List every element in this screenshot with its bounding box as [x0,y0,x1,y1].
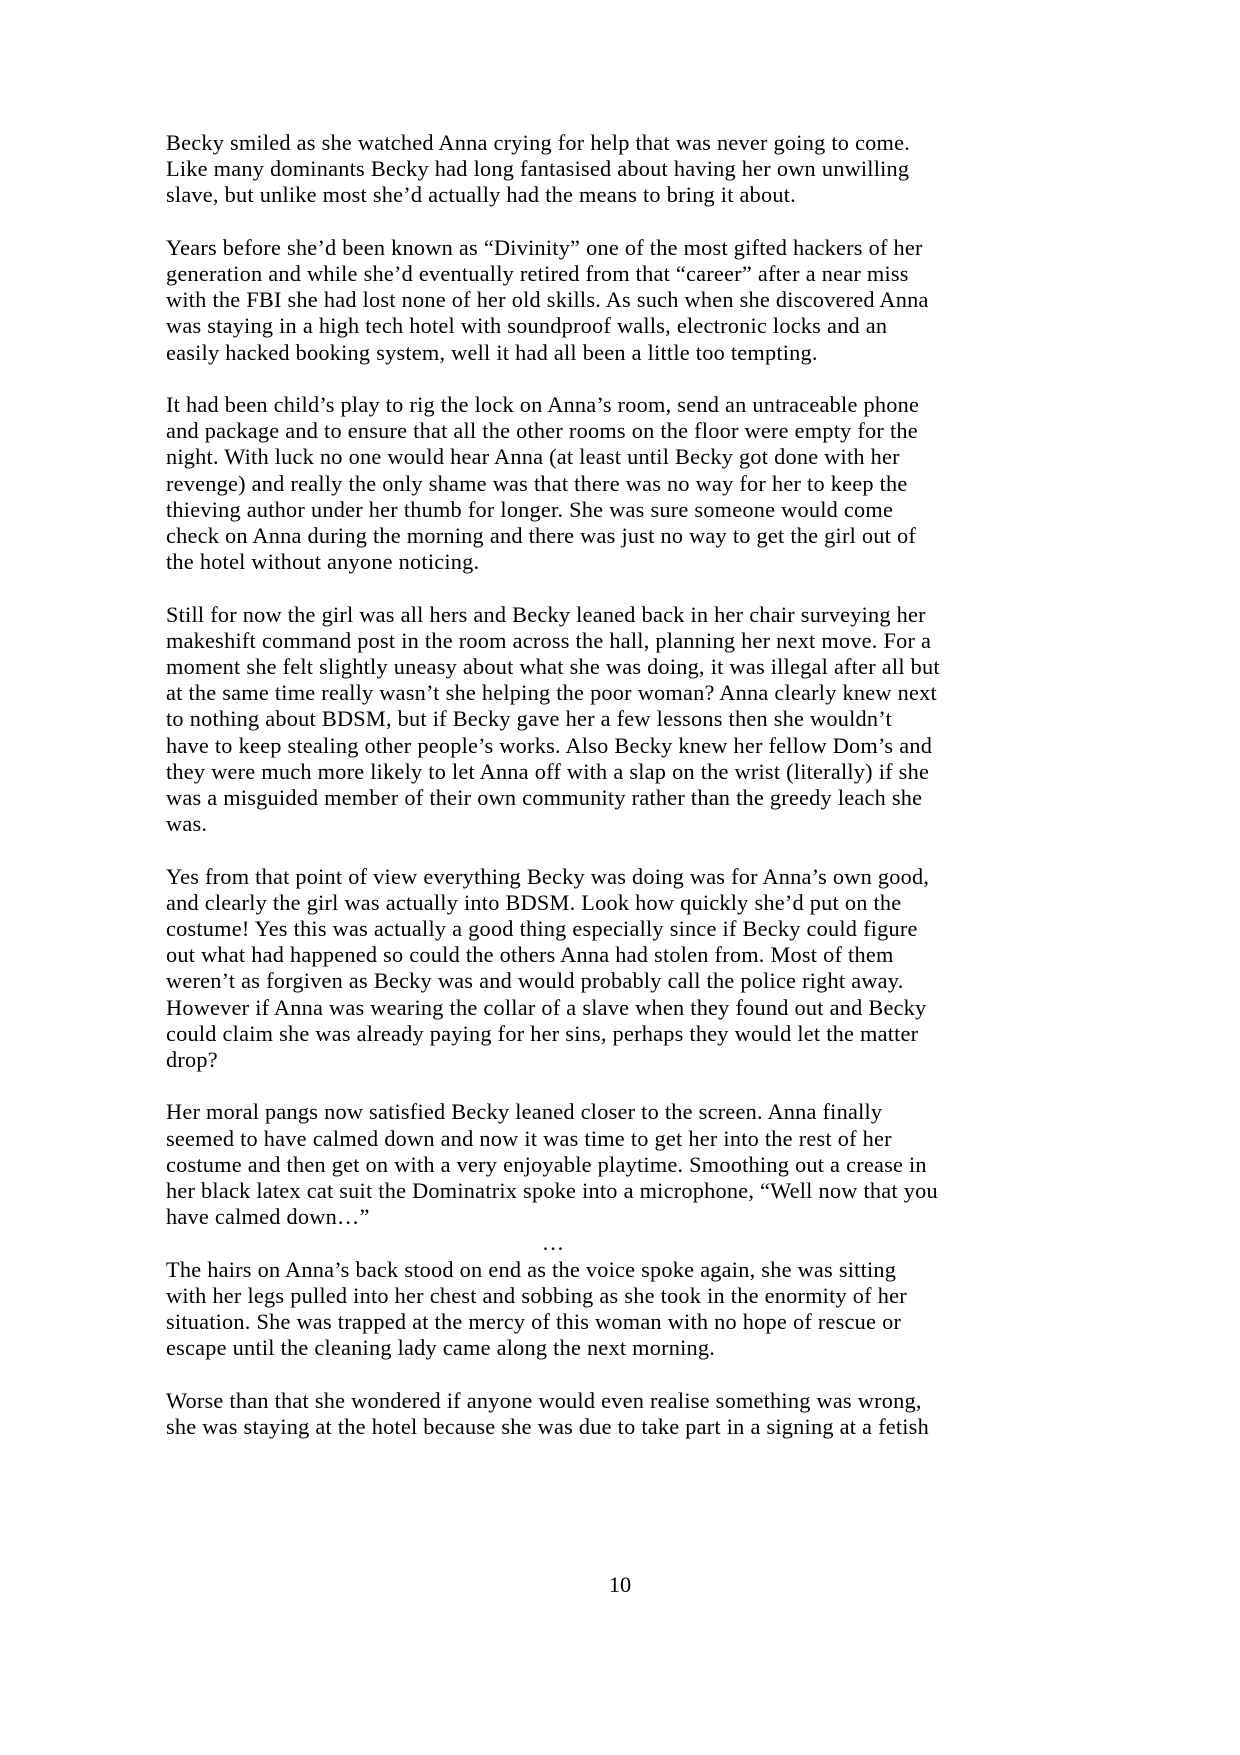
paragraph-6: Her moral pangs now satisfied Becky leaned closer to the screen. Anna finally seemed to have calmed down and now it was time to get her into the rest of her costume and then get on with a very enjoyable playtime. Smoothing out a crease in her black latex cat suit the Dominatrix spoke into a microphone, “Well now that you have calmed down…” [166,1099,938,1230]
paragraph-8: Worse than that she wondered if anyone would even realise something was wrong, she was staying at the hotel because she was due to take part in a signing at a fetish [166,1387,929,1439]
paragraph-3: It had been child’s play to rig the lock on Anna’s room, send an untraceable phone and package and to ensure that all the other rooms on the floor were empty for the night. With luck no one would hear Anna (at least until Becky got done with her revenge) and really the only shame was that there was no way for her to keep the thieving author under her thumb for longer. She was sure someone would come check on Anna during the morning and there was just no way to get the girl out of the hotel without anyone noticing. [166,392,920,575]
paragraph-4: Still for now the girl was all hers and Becky leaned back in her chair surveying her makeshift command post in the room across the hall, planning her next move. For a moment she felt slightly uneasy about what she was doing, it was illegal after all but at the same time really wasn’t she helping the poor woman? Anna clearly knew next to nothing about BDSM, but if Becky gave her a few lessons then she wouldn’t have to keep stealing other people’s works. Also Becky knew her fellow Dom’s and they were much more likely to let Anna off with a slap on the wrist (literally) if she was a misguided member of their own community rather than the greedy leach she was. [166,601,940,837]
paragraph-1: Becky smiled as she watched Anna crying for help that was never going to come. Like many dominants Becky had long fantasised about having her own unwilling slave, but unlike most she’d actually had the means to bring it about. [166,130,911,208]
paragraph-5: Yes from that point of view everything Becky was doing was for Anna’s own good, and clearly the girl was actually into BDSM. Look how quickly she’d put on the costume! Yes this was actually a good thing especially since if Becky could figure out what had happened so could the others Anna had stolen from. Most of them weren’t as forgiven as Becky was and would probably call the police right away. However if Anna was wearing the collar of a slave when they found out and Becky could claim she was already paying for her sins, perhaps they would let the matter drop? [166,863,930,1073]
scene-break-ellipsis: … [541,1230,565,1256]
page-number: 10 [608,1572,632,1597]
paragraph-2: Years before she’d been known as “Divinity” one of the most gifted hackers of her generation and while she’d eventually retired from that “career” after a near miss with the FBI she had lost none of her old skills. As such when she discovered Anna was staying in a high tech hotel with soundproof walls, electronic locks and an easily hacked booking system, well it had all been a little too tempting. [166,234,929,365]
paragraph-7: The hairs on Anna’s back stood on end as the voice spoke again, she was sitting with her legs pulled into her chest and sobbing as she took in the enormity of her situation. She was trapped at the mercy of this woman with no hope of rescue or escape until the cleaning lady came along the next morning. [166,1256,907,1361]
page-text-column [166,130,940,1440]
